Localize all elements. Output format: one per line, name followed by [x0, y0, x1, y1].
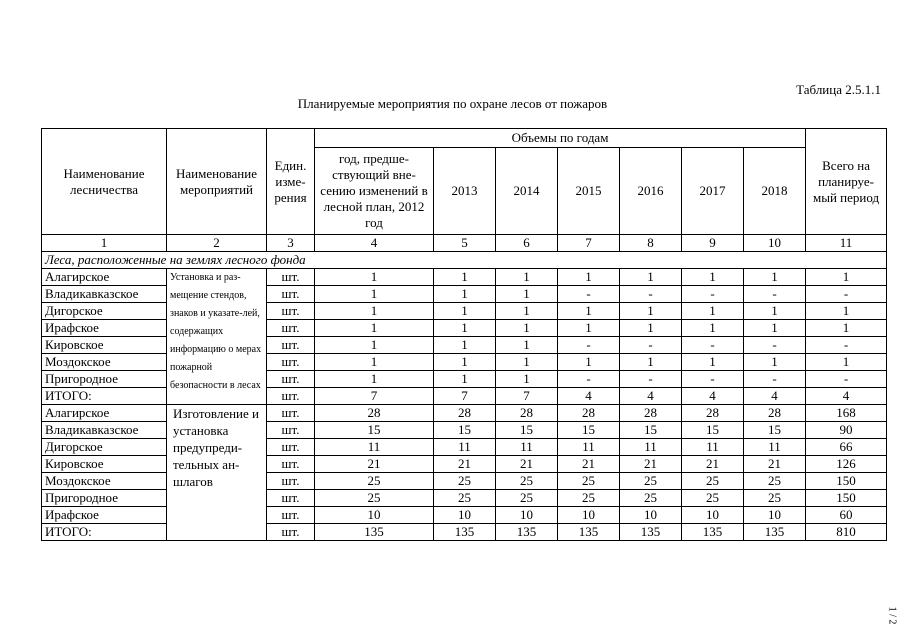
value-cell: 1 — [558, 320, 620, 337]
forestry-name: Пригородное — [42, 371, 167, 388]
unit-cell: шт. — [267, 490, 315, 507]
value-cell: 1 — [558, 303, 620, 320]
value-cell: - — [558, 337, 620, 354]
section-row — [42, 252, 887, 269]
value-cell: 10 — [496, 507, 558, 524]
unit-cell: шт. — [267, 354, 315, 371]
value-cell: 7 — [434, 388, 496, 405]
value-cell: 28 — [558, 405, 620, 422]
forestry-name: Кировское — [42, 337, 167, 354]
table-number: Таблица 2.5.1.1 — [796, 82, 881, 97]
value-cell: 21 — [315, 456, 434, 473]
value-cell: 15 — [434, 422, 496, 439]
value-cell: 1 — [315, 303, 434, 320]
unit-cell: шт. — [267, 286, 315, 303]
unit-cell: шт. — [267, 320, 315, 337]
value-cell: 25 — [620, 473, 682, 490]
value-cell: 10 — [434, 507, 496, 524]
total-cell: 810 — [806, 524, 887, 541]
value-cell: 1 — [434, 337, 496, 354]
value-cell: 1 — [744, 320, 806, 337]
value-cell: 28 — [496, 405, 558, 422]
value-cell: 1 — [434, 320, 496, 337]
forestry-name: Ирафское — [42, 320, 167, 337]
column-number: 6 — [496, 235, 558, 252]
column-number: 5 — [434, 235, 496, 252]
forestry-name: ИТОГО: — [42, 524, 167, 541]
header-total: Всего на планируе-мый период — [806, 129, 887, 235]
column-number: 7 — [558, 235, 620, 252]
column-number: 4 — [315, 235, 434, 252]
total-cell: 1 — [806, 303, 887, 320]
value-cell: 1 — [315, 286, 434, 303]
value-cell: 1 — [434, 354, 496, 371]
total-cell: 90 — [806, 422, 887, 439]
forestry-name: Моздокское — [42, 473, 167, 490]
value-cell: 10 — [620, 507, 682, 524]
value-cell: 15 — [315, 422, 434, 439]
value-cell: - — [682, 286, 744, 303]
value-cell: 1 — [620, 354, 682, 371]
value-cell: 1 — [315, 269, 434, 286]
forestry-name: Ирафское — [42, 507, 167, 524]
header-unit: Един. изме-рения — [267, 129, 315, 235]
value-cell: 11 — [620, 439, 682, 456]
value-cell: 25 — [744, 473, 806, 490]
table-row — [42, 269, 887, 286]
value-cell: 1 — [434, 269, 496, 286]
value-cell: 21 — [434, 456, 496, 473]
forestry-name: Дигорское — [42, 303, 167, 320]
value-cell: 25 — [315, 490, 434, 507]
unit-cell: шт. — [267, 456, 315, 473]
column-number: 11 — [806, 235, 887, 252]
unit-cell: шт. — [267, 422, 315, 439]
value-cell: 11 — [744, 439, 806, 456]
value-cell: 11 — [434, 439, 496, 456]
value-cell: 10 — [744, 507, 806, 524]
total-cell: 1 — [806, 320, 887, 337]
value-cell: 21 — [558, 456, 620, 473]
total-cell: 4 — [806, 388, 887, 405]
value-cell: - — [620, 286, 682, 303]
fire-protection-table — [41, 128, 887, 541]
value-cell: 135 — [315, 524, 434, 541]
value-cell: 28 — [315, 405, 434, 422]
value-cell: 21 — [620, 456, 682, 473]
value-cell: 1 — [620, 320, 682, 337]
value-cell: 25 — [744, 490, 806, 507]
table-row — [42, 405, 887, 422]
value-cell: 1 — [496, 303, 558, 320]
value-cell: 1 — [682, 269, 744, 286]
value-cell: 28 — [682, 405, 744, 422]
total-cell: 126 — [806, 456, 887, 473]
forestry-name: Владикавказское — [42, 422, 167, 439]
value-cell: 1 — [315, 337, 434, 354]
value-cell: 1 — [496, 337, 558, 354]
value-cell: 11 — [558, 439, 620, 456]
unit-cell: шт. — [267, 524, 315, 541]
value-cell: 135 — [620, 524, 682, 541]
value-cell: 1 — [744, 354, 806, 371]
total-cell: 150 — [806, 473, 887, 490]
unit-cell: шт. — [267, 388, 315, 405]
value-cell: 135 — [682, 524, 744, 541]
value-cell: 15 — [558, 422, 620, 439]
header-year: 2014 — [496, 148, 558, 235]
value-cell: 25 — [496, 490, 558, 507]
value-cell: 7 — [496, 388, 558, 405]
value-cell: - — [620, 371, 682, 388]
value-cell: 10 — [315, 507, 434, 524]
value-cell: - — [744, 286, 806, 303]
value-cell: 4 — [558, 388, 620, 405]
forestry-name: Алагирское — [42, 405, 167, 422]
value-cell: 25 — [496, 473, 558, 490]
column-number: 3 — [267, 235, 315, 252]
table-caption: Планируемые мероприятия по охране лесов от пожаров — [297, 96, 608, 111]
value-cell: 1 — [744, 303, 806, 320]
header-forestry: Наименование лесничества — [42, 129, 167, 235]
column-number: 1 — [42, 235, 167, 252]
value-cell: 11 — [496, 439, 558, 456]
value-cell: 15 — [496, 422, 558, 439]
unit-cell: шт. — [267, 507, 315, 524]
column-number: 8 — [620, 235, 682, 252]
value-cell: 1 — [434, 286, 496, 303]
value-cell: 1 — [434, 371, 496, 388]
unit-cell: шт. — [267, 303, 315, 320]
unit-cell: шт. — [267, 405, 315, 422]
forestry-name: Дигорское — [42, 439, 167, 456]
forestry-name: ИТОГО: — [42, 388, 167, 405]
forestry-name: Кировское — [42, 456, 167, 473]
header-year: 2018 — [744, 148, 806, 235]
value-cell: 25 — [558, 473, 620, 490]
value-cell: 1 — [558, 354, 620, 371]
total-cell: 60 — [806, 507, 887, 524]
value-cell: 10 — [682, 507, 744, 524]
value-cell: 135 — [496, 524, 558, 541]
unit-cell: шт. — [267, 371, 315, 388]
value-cell: 25 — [315, 473, 434, 490]
forestry-name: Моздокское — [42, 354, 167, 371]
forestry-name: Пригородное — [42, 490, 167, 507]
value-cell: - — [682, 337, 744, 354]
value-cell: 1 — [315, 320, 434, 337]
header-volumes-by-year: Объемы по годам — [315, 129, 806, 148]
value-cell: 1 — [496, 286, 558, 303]
value-cell: 4 — [744, 388, 806, 405]
activity-name: Установка и раз-мещение стендов, знаков и указате-лей, содержащих информацию о мерах пожарной безопасности в лесах — [167, 269, 267, 405]
total-cell: 66 — [806, 439, 887, 456]
value-cell: 25 — [434, 490, 496, 507]
value-cell: 21 — [496, 456, 558, 473]
value-cell: 28 — [620, 405, 682, 422]
column-number: 9 — [682, 235, 744, 252]
value-cell: 28 — [434, 405, 496, 422]
value-cell: 1 — [682, 354, 744, 371]
value-cell: 1 — [744, 269, 806, 286]
value-cell: - — [558, 286, 620, 303]
value-cell: 25 — [620, 490, 682, 507]
value-cell: 7 — [315, 388, 434, 405]
value-cell: 135 — [558, 524, 620, 541]
value-cell: 1 — [620, 303, 682, 320]
total-cell: 1 — [806, 354, 887, 371]
value-cell: 1 — [434, 303, 496, 320]
value-cell: 21 — [682, 456, 744, 473]
column-number-row — [42, 235, 887, 252]
value-cell: 25 — [682, 490, 744, 507]
header-year: 2016 — [620, 148, 682, 235]
value-cell: 1 — [682, 303, 744, 320]
value-cell: 21 — [744, 456, 806, 473]
total-cell: 150 — [806, 490, 887, 507]
value-cell: - — [620, 337, 682, 354]
value-cell: - — [558, 371, 620, 388]
unit-cell: шт. — [267, 269, 315, 286]
value-cell: 11 — [682, 439, 744, 456]
activity-name: Изготовление и установка предупреди-тельных ан-шлагов — [167, 405, 267, 541]
value-cell: 4 — [620, 388, 682, 405]
value-cell: 11 — [315, 439, 434, 456]
value-cell: 1 — [496, 371, 558, 388]
unit-cell: шт. — [267, 439, 315, 456]
value-cell: 15 — [620, 422, 682, 439]
unit-cell: шт. — [267, 473, 315, 490]
value-cell: 135 — [434, 524, 496, 541]
header-activity: Наименование мероприятий — [167, 129, 267, 235]
value-cell: 1 — [682, 320, 744, 337]
column-number: 2 — [167, 235, 267, 252]
value-cell: 1 — [620, 269, 682, 286]
page-marker: 1 / 2 — [886, 606, 898, 625]
forestry-name: Владикавказское — [42, 286, 167, 303]
total-cell: - — [806, 371, 887, 388]
value-cell: 1 — [558, 269, 620, 286]
total-cell: - — [806, 286, 887, 303]
unit-cell: шт. — [267, 337, 315, 354]
value-cell: 25 — [434, 473, 496, 490]
value-cell: 4 — [682, 388, 744, 405]
value-cell: 1 — [496, 320, 558, 337]
forestry-name: Алагирское — [42, 269, 167, 286]
header-year: 2013 — [434, 148, 496, 235]
value-cell: 135 — [744, 524, 806, 541]
total-cell: - — [806, 337, 887, 354]
value-cell: 25 — [682, 473, 744, 490]
value-cell: - — [744, 337, 806, 354]
value-cell: - — [744, 371, 806, 388]
value-cell: 1 — [496, 269, 558, 286]
total-cell: 1 — [806, 269, 887, 286]
value-cell: 10 — [558, 507, 620, 524]
total-cell: 168 — [806, 405, 887, 422]
column-number: 10 — [744, 235, 806, 252]
value-cell: 1 — [315, 354, 434, 371]
section-title: Леса, расположенные на землях лесного фонда — [42, 252, 887, 269]
value-cell: 15 — [682, 422, 744, 439]
value-cell: 25 — [558, 490, 620, 507]
value-cell: 28 — [744, 405, 806, 422]
value-cell: 1 — [315, 371, 434, 388]
header-base-year: год, предше-ствующий вне-сению изменений в лесной план, 2012 год — [315, 148, 434, 235]
value-cell: 1 — [496, 354, 558, 371]
header-year: 2015 — [558, 148, 620, 235]
header-year: 2017 — [682, 148, 744, 235]
value-cell: - — [682, 371, 744, 388]
value-cell: 15 — [744, 422, 806, 439]
